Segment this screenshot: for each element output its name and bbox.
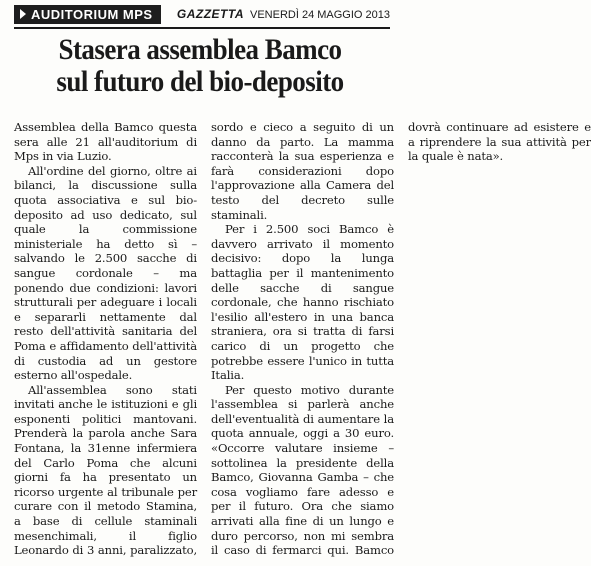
headline xyxy=(20,34,380,98)
article-paragraph: Per i 2.500 soci Bamco è davvero arrivato il momento decisivo: dopo la lunga battaglia per il mantenimento delle sacche di sangue cordonale, che hanno rischiato l'esilio all'estero in una banca straniera, ora si tratta di farsi carico di un progetto che potrebbe essere l'unico in tutta Italia. xyxy=(211,222,394,383)
publication-date: VENERDÌ 24 MAGGIO 2013 xyxy=(250,9,390,21)
article-paragraph: Per questo motivo durante l'assemblea si parlerà anche dell'eventualità di aumentare la quota annuale, oggi a 30 euro. «Occorre valutare insieme – sottolinea la presidente della Bamco, Giovanna Gamba – che cosa vogliamo fare adesso e per il futuro. Ora che siamo arrivati alla fine di un lungo e duro percorso, non mi sembra il caso di fermarci qui. Bamco dovrà continuare ad esistere e a riprendere la sua attività per la quale è nata». xyxy=(211,120,591,558)
headline-line-2: sul futuro del bio-deposito xyxy=(56,65,344,98)
headline-line-1: Stasera assemblea Bamco xyxy=(58,33,342,66)
triangle-icon xyxy=(20,9,26,19)
page-header xyxy=(0,0,400,28)
header-rule xyxy=(14,27,390,29)
article-paragraph: All'ordine del giorno, oltre ai bilanci, la discussione sulla quota associativa e sul bio-deposito ad uso dedicato, sul quale la commissione ministeriale ha detto sì – salvando le 2.500 sacche di sangue cordonale – ma ponendo due condizioni: lavori strutturali per adeguare i locali e separarli nettamente dal resto dell'attività sanitaria del Poma e affidamento dell'attività di custodia ad un gestore esterno all'ospedale. xyxy=(14,163,197,383)
section-label xyxy=(14,5,161,24)
section-label-text: AUDITORIUM MPS xyxy=(31,6,153,22)
newspaper-name: GAZZETTA xyxy=(176,7,244,21)
article-body xyxy=(14,120,591,560)
masthead xyxy=(177,7,390,21)
article-paragraph: Assemblea della Bamco questa sera alle 21 all'auditorium di Mps in via Luzio. xyxy=(14,120,197,164)
article-paragraph: All'assemblea sono stati invitati anche le istituzioni e gli esponenti politici mantovani. Prenderà la parola anche Sara Fontana, la 31enne infermiera del Carlo Poma che alcuni giorni fa ha presentato un ricorso urgente al tribunale per curare con il metodo Stamina, a base di cellule staminali mesenchimali, il figlio Leonardo di 3 anni, paralizzato, sordo e cieco a seguito di un danno da parto. La mamma racconterà la sua esperienza e farà considerazioni dopo l'approvazione alla Camera del testo del decreto sulle staminali. xyxy=(14,120,394,558)
